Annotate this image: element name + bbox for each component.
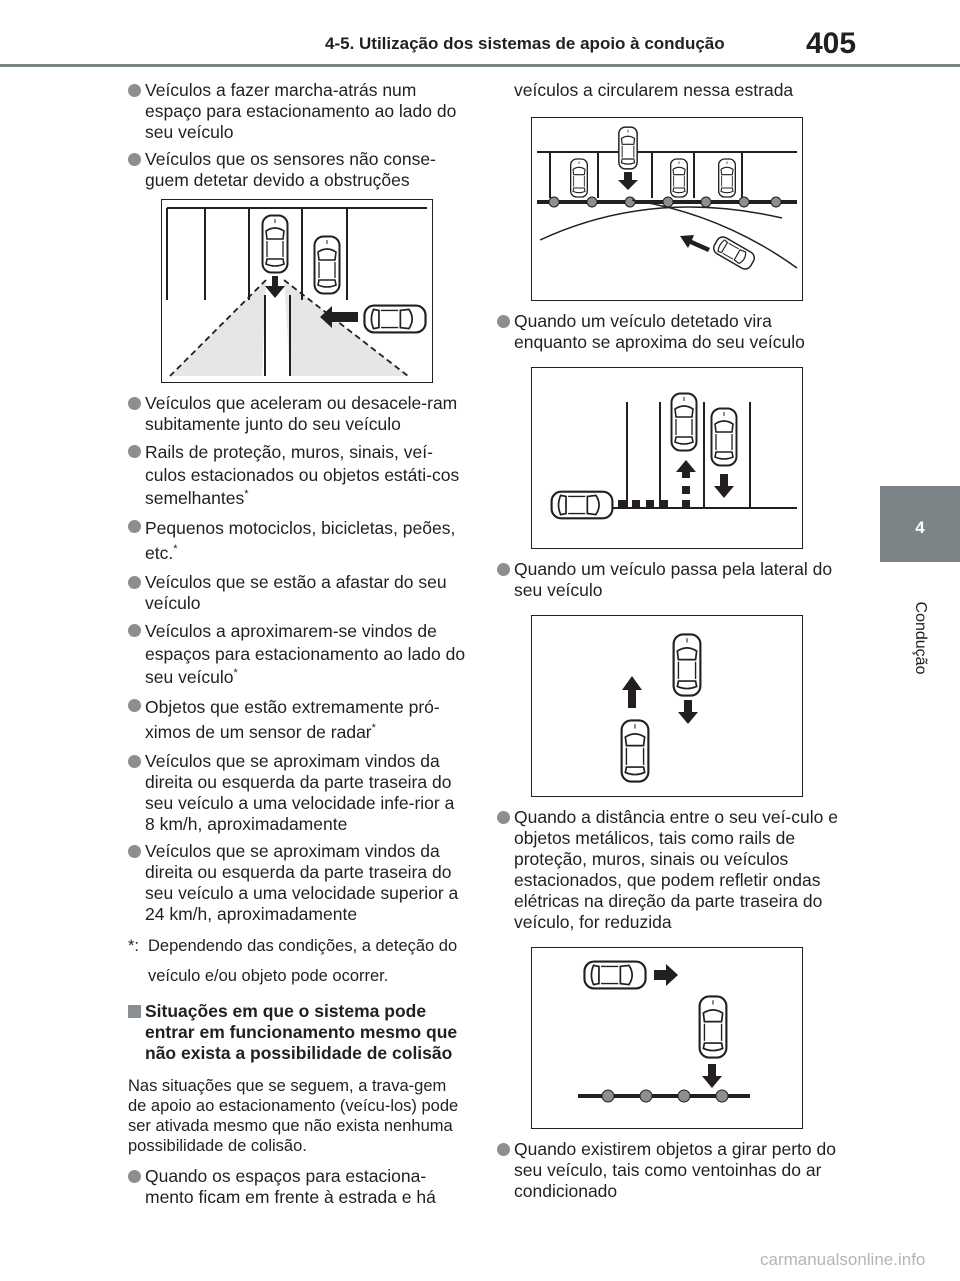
bullet-dot-icon (128, 755, 141, 768)
right-column (497, 80, 842, 1208)
passing-vehicle-figure (531, 615, 803, 797)
road-turning-figure (531, 117, 803, 301)
list-item (128, 441, 468, 510)
chapter-number: 4 (915, 518, 925, 537)
watermark: carmanualsonline.info (760, 1250, 926, 1269)
list-item-text: Pequenos motociclos, bicicletas, peões, etc. (145, 518, 456, 563)
list-item (128, 80, 468, 143)
list-item (128, 1166, 468, 1208)
list-item-text: Veículos a aproximarem-se vindos de espaços para estacionamento ao lado do seu veículo (145, 621, 466, 687)
list-item (128, 516, 468, 566)
list-item (128, 149, 468, 191)
footnote-marker: *: (128, 937, 140, 955)
continued-text: veículos a circularem nessa estrada (514, 80, 794, 100)
list-item (497, 1139, 842, 1202)
list-item (497, 559, 842, 601)
metal-objects-figure (531, 947, 803, 1129)
chapter-label-area (880, 562, 960, 714)
list-item (128, 695, 468, 745)
list-item-text: Veículos que se estão a afastar do seu veículo (145, 572, 447, 613)
section-paragraph: Nas situações que se seguem, a trava-gem de apoio ao estacionamento (veícu-los) pode ser ativada mesmo que não exista nenhuma possibilidade de colisão. (128, 1077, 459, 1155)
list-item-text: Objetos que estão extremamente pró-ximos de um sensor de radar (145, 697, 440, 742)
list-item-text: Veículos que aceleram ou desacele-ram subitamente junto do seu veículo (145, 393, 458, 434)
footnote-mark: * (244, 488, 249, 501)
list-item-text: Quando existirem objetos a girar perto do seu veículo, tais como ventoinhas do ar condicionado (514, 1139, 836, 1201)
bullet-dot-icon (497, 315, 510, 328)
footnote (128, 931, 468, 991)
bullet-dot-icon (128, 576, 141, 589)
left-column (128, 80, 468, 1214)
bullet-dot-icon (128, 397, 141, 410)
bullet-dot-icon (497, 811, 510, 824)
list-item (128, 620, 468, 689)
section-heading-text: Situações em que o sistema pode entrar em funcionamento mesmo que não exista a possibilidade de colisão (145, 1001, 458, 1063)
list-item (128, 572, 468, 614)
list-item-text: Quando a distância entre o seu veí-culo e objetos metálicos, tais como rails de proteção, muros, sinais ou veículos estacionados, que podem refletir ondas elétricas na direção da parte traseira do veículo, for reduzida (514, 807, 838, 932)
header-rule (0, 64, 960, 67)
list-item (128, 751, 468, 835)
list-item-text: Veículos que os sensores não conse-guem detetar devido a obstruções (145, 149, 436, 190)
bullet-dot-icon (128, 445, 141, 458)
list-item-text: Veículos a fazer marcha-atrás num espaço para estacionamento ao lado do seu veículo (145, 80, 457, 142)
list-item-text: Quando um veículo detetado vira enquanto se aproxima do seu veículo (514, 311, 805, 352)
list-item-text: Veículos que se aproximam vindos da direita ou esquerda da parte traseira do seu veículo a uma velocidade superior a 24 km/h, aproximadamente (145, 841, 459, 924)
square-bullet-icon (128, 1005, 141, 1018)
footnote-mark: * (233, 667, 238, 680)
list-item (128, 393, 468, 435)
list-item-text: Rails de proteção, muros, sinais, veí-culos estacionados ou objetos estáti-cos semelhantes (145, 442, 460, 508)
bullet-dot-icon (128, 845, 141, 858)
bullet-dot-icon (128, 520, 141, 533)
page-header (0, 0, 960, 70)
list-item (497, 311, 842, 353)
list-item-text: Veículos que se aproximam vindos da direita ou esquerda da parte traseira do seu veículo a uma velocidade infe-rior a 8 km/h, aproximadamente (145, 751, 455, 834)
list-item-text: Quando os espaços para estaciona-mento ficam em frente à estrada e há (145, 1166, 436, 1207)
footnote-text: Dependendo das condições, a deteção do veículo e/ou objeto pode ocorrer. (148, 937, 458, 985)
section-heading (128, 1001, 468, 1064)
running-header-title: 4-5. Utilização dos sistemas de apoio à condução (325, 34, 725, 53)
list-item (128, 841, 468, 925)
bullet-dot-icon (128, 624, 141, 637)
footnote-mark: * (173, 543, 178, 556)
list-item-text: Quando um veículo passa pela lateral do seu veículo (514, 559, 833, 600)
parking-reverse-figure (161, 199, 433, 383)
bullet-dot-icon (128, 699, 141, 712)
footnote-mark: * (371, 722, 376, 735)
bullet-dot-icon (497, 563, 510, 576)
bullet-dot-icon (128, 1170, 141, 1183)
vehicle-turn-figure (531, 367, 803, 549)
bullet-dot-icon (128, 84, 141, 97)
page-number: 405 (806, 27, 857, 60)
chapter-tab (880, 486, 960, 562)
list-item (497, 807, 842, 933)
bullet-dot-icon (497, 1143, 510, 1156)
chapter-label: Condução (912, 601, 929, 675)
bullet-dot-icon (128, 153, 141, 166)
